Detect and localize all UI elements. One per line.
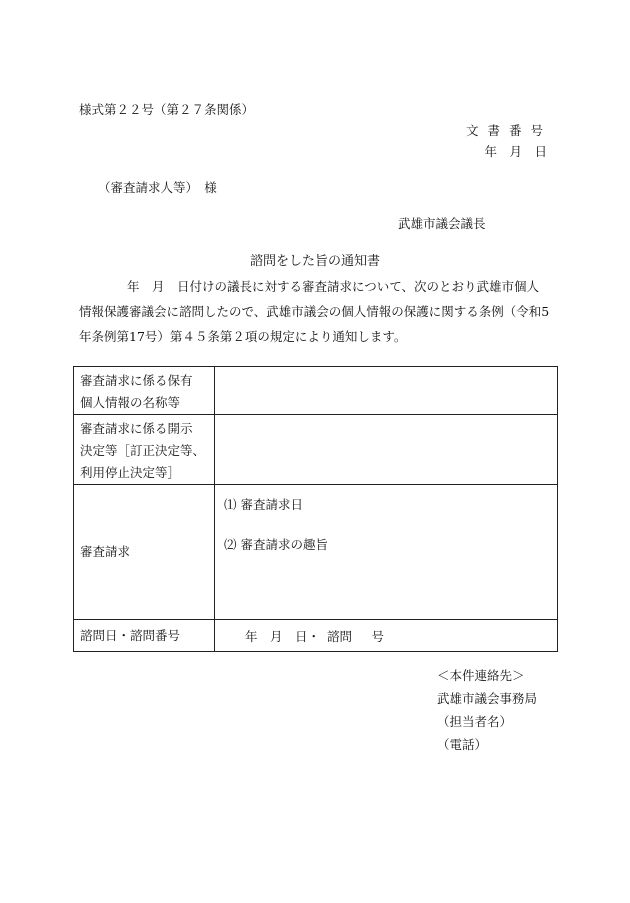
contact-heading: ＜本件連絡先＞ — [437, 668, 525, 683]
date-line: 年 月 日 — [484, 144, 547, 159]
form-number: 様式第２２号（第２７条関係） — [79, 102, 255, 117]
row-label-inquiry: 諮問日・諮問番号 — [74, 620, 215, 652]
row-label-document-name — [74, 367, 215, 415]
contact-phone: （電話） — [437, 737, 488, 752]
label-text: 審査請求に係る開示 — [80, 421, 193, 436]
row-value-review-request — [215, 485, 558, 620]
body-line-1: 年 月 日付けの議長に対する審査請求について、次のとおり武雄市個人 — [127, 279, 540, 294]
table-row-document-name — [74, 367, 558, 415]
body-line-2: 情報保護審議会に諮問したので、武雄市議会の個人情報の保護に関する条例（令和5 — [79, 304, 550, 319]
row-value-document-name — [215, 367, 558, 415]
contact-block — [437, 664, 537, 756]
recipient-line: （審査請求人等） 様 — [98, 180, 217, 195]
label-text: 個人情報の名称等 — [80, 395, 181, 410]
review-request-date-item: ⑴ 審査請求日 — [224, 497, 303, 512]
row-label-disclosure-decision — [74, 415, 215, 485]
sender-line: 武雄市議会議長 — [398, 216, 486, 231]
table-row-review-request — [74, 485, 558, 620]
label-text: 決定等［訂正決定等、 — [80, 443, 206, 458]
row-value-inquiry: 年 月 日・ 諮問 号 — [215, 620, 558, 652]
contact-person: （担当者名） — [437, 714, 513, 729]
body-text — [79, 274, 557, 349]
body-line-3: 年条例第17号）第４５条第２項の規定により通知します。 — [79, 329, 407, 344]
review-request-purpose-item: ⑵ 審査請求の趣旨 — [224, 537, 328, 552]
table-row-inquiry — [74, 620, 558, 652]
table-row-disclosure-decision — [74, 415, 558, 485]
document-title: 諮問をした旨の通知書 — [249, 254, 380, 269]
document-number-label: 文書番号 — [465, 123, 552, 138]
row-label-review-request: 審査請求 — [74, 485, 215, 620]
info-table — [73, 366, 558, 652]
label-text: 審査請求に係る保有 — [80, 373, 193, 388]
contact-office: 武雄市議会事務局 — [437, 691, 538, 706]
row-value-disclosure-decision — [215, 415, 558, 485]
label-text: 利用停止決定等］ — [80, 465, 181, 480]
